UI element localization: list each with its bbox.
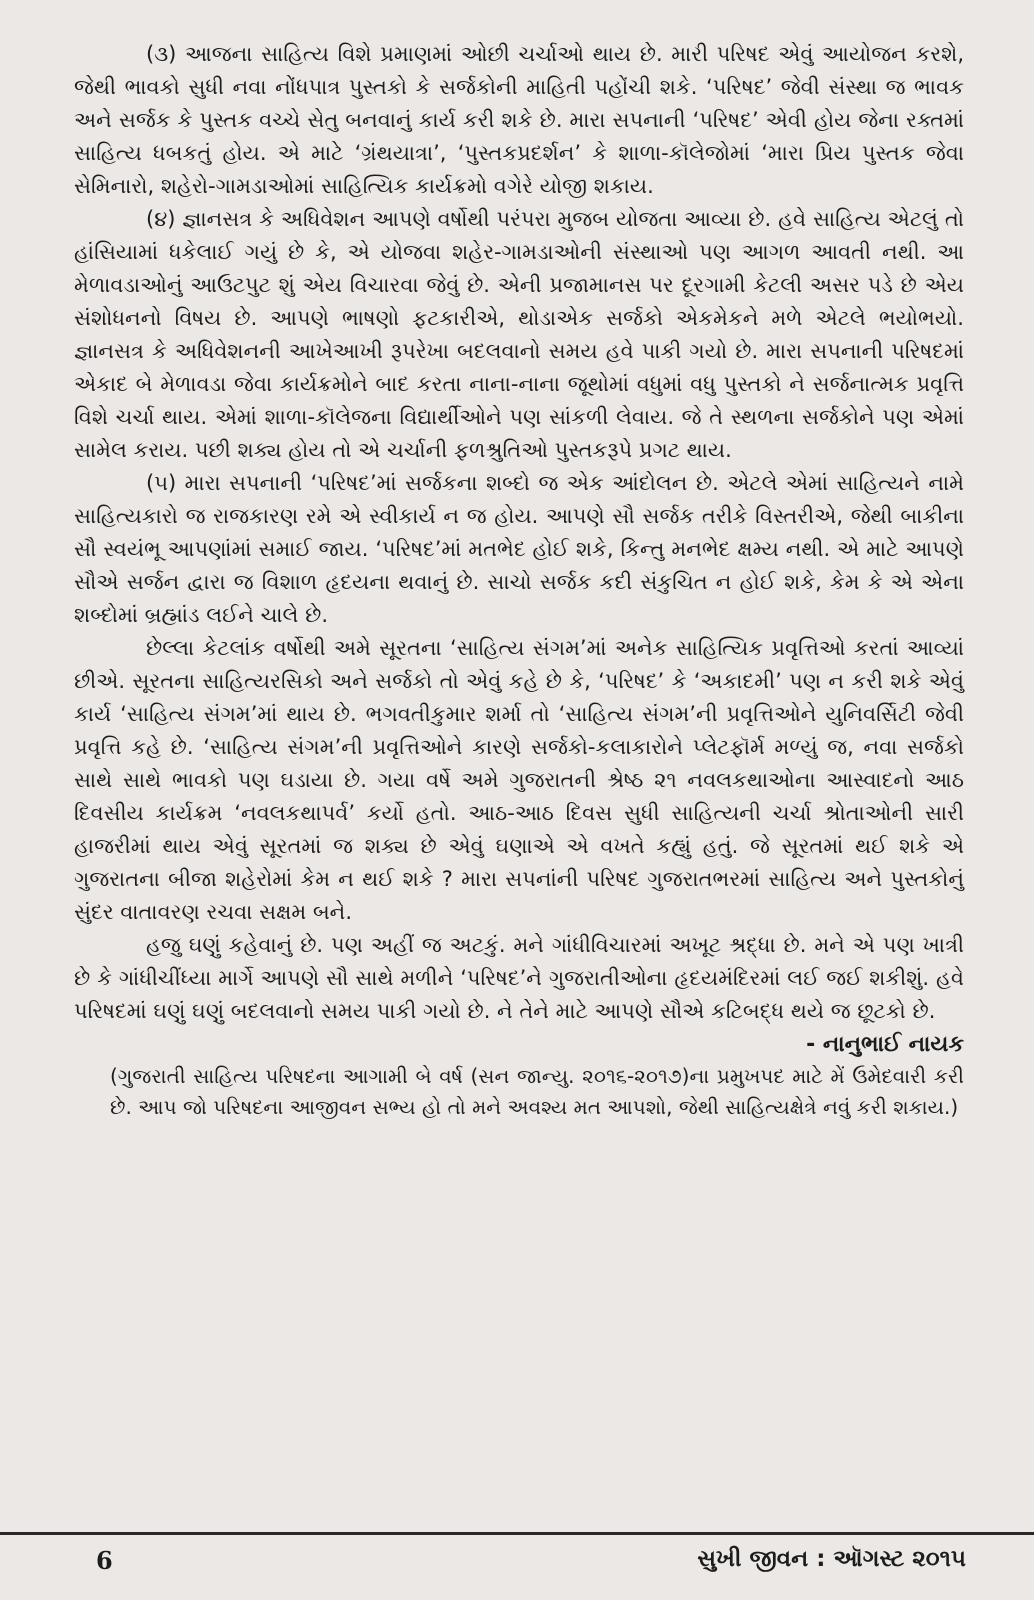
candidacy-note: (ગુજરાતી સાહિત્ય પરિષદના આગામી બે વર્ષ (સન જાન્યુ. ૨૦૧૬-૨૦૧૭)ના પ્રમુખપદ માટે મેં ઉમેદવારી કરી છે. આપ જો પરિષદના આજીવન સભ્ય હો તો મને અવશ્ય મત આપશો, જેથી સાહિત્યક્ષેત્રે નવું કરી શકાય.)	[110, 1064, 964, 1119]
paragraph-3: (૩) આજના સાહિત્ય વિશે પ્રમાણમાં ઓછી ચર્ચાઓ થાય છે. મારી પરિષદ એવું આયોજન કરશે, જેથી ભાવકો સુધી નવા નોંધપાત્ર પુસ્તકો કે સર્જકોની માહિતી પહોંચી શકે. ‘પરિષદ’ જેવી સંસ્થા જ ભાવક અને સર્જક કે પુસ્તક વચ્ચે સેતુ બનવાનું કાર્ય કરી શકે છે. મારા સપનાની ‘પરિષદ’ એવી હોય જેના રક્તમાં સાહિત્ય ધબકતું હોય. એ માટે ‘ગ્રંથયાત્રા’, ‘પુસ્તકપ્રદર્શન’ કે શાળા-કૉલેજોમાં ‘મારા પ્રિય પુસ્તક જેવા સેમિનારો, શહેરો-ગામડાઓમાં સાહિત્યિક કાર્યક્રમો વગેરે યોજી શકાય.	[74, 42, 964, 198]
article-body	[74, 38, 964, 1123]
paragraph-5: (૫) મારા સપનાની ‘પરિષદ’માં સર્જકના શબ્દો જ એક આંદોલન છે. એટલે એમાં સાહિત્યને નામે સાહિત્યકારો જ રાજકારણ રમે એ સ્વીકાર્ય ન જ હોય. આપણે સૌ સર્જક તરીકે વિસ્તરીએ, જેથી બાકીના સૌ સ્વયંભૂ આપણાંમાં સમાઈ જાય. ‘પરિષદ’માં મતભેદ હોઈ શકે, કિન્તુ મનભેદ ક્ષમ્ય નથી. એ માટે આપણે સૌએ સર્જન દ્વારા જ વિશાળ હૃદયના થવાનું છે. સાચો સર્જક કદી સંકુચિત ન હોઈ શકે, કેમ કે એ એના શબ્દોમાં બ્રહ્માંડ લઈને ચાલે છે.	[74, 471, 964, 627]
footer-divider	[0, 1532, 1034, 1535]
page-number: 6	[96, 1546, 113, 1575]
paragraph-sahitya-sangam: છેલ્લા કેટલાંક વર્ષોથી અમે સૂરતના ‘સાહિત્ય સંગમ’માં અનેક સાહિત્યિક પ્રવૃત્તિઓ કરતાં આવ્યાં છીએ. સૂરતના સાહિત્યરસિકો અને સર્જકો તો એવું કહે છે કે, ‘પરિષદ’ કે ‘અકાદમી’ પણ ન કરી શકે એવું કાર્ય ‘સાહિત્ય સંગમ’માં થાય છે. ભગવતીકુમાર શર્મા તો ‘સાહિત્ય સંગમ’ની પ્રવૃત્તિઓને યુનિવર્સિટી જેવી પ્રવૃત્તિ કહે છે. ‘સાહિત્ય સંગમ’ની પ્રવૃત્તિઓને કારણે સર્જકો-કલાકારોને પ્લેટફૉર્મ મળ્યું જ, નવા સર્જકો સાથે સાથે ભાવકો પણ ઘડાયા છે. ગયા વર્ષે અમે ગુજરાતની શ્રેષ્ઠ ૨૧ નવલકથાઓના આસ્વાદનો આઠ દિવસીય કાર્યક્રમ ‘નવલકથાપર્વ’ કર્યો હતો. આઠ-આઠ દિવસ સુધી સાહિત્યની ચર્ચા શ્રોતાઓની સારી હાજરીમાં થાય એવું સૂરતમાં જ શક્ય છે એવું ઘણાએ એ વખતે કહ્યું હતું. જે સૂરતમાં થઈ શકે એ ગુજરાતના બીજા શહેરોમાં કેમ ન થઈ શકે ? મારા સપનાંની પરિષદ ગુજરાતભરમાં સાહિત્ય અને પુસ્તકોનું સુંદર વાતાવરણ રચવા સક્ષમ બને.	[74, 636, 964, 924]
author-signature: - નાનુભાઈ નાયક	[806, 1032, 964, 1057]
paragraph-closing: હજુ ઘણું કહેવાનું છે. પણ અહીં જ અટકું. મને ગાંધીવિચારમાં અખૂટ શ્રદ્ધા છે. મને એ પણ ખાત્રી છે કે ગાંધીચીંધ્યા માર્ગે આપણે સૌ સાથે મળીને ‘પરિષદ’ને ગુજરાતીઓના હૃદયમંદિરમાં લઈ જઈ શકીશું. હવે પરિષદમાં ઘણું ઘણું બદલવાનો સમય પાકી ગયો છે. ને તેને માટે આપણે સૌએ કટિબદ્ધ થયે જ છૂટકો છે.	[74, 933, 964, 1023]
publication-title: સુખી જીવન : ઑગસ્ટ ૨૦૧૫	[697, 1546, 966, 1572]
paragraph-4: (૪) જ્ઞાનસત્ર કે અધિવેશન આપણે વર્ષોથી પરંપરા મુજબ યોજતા આવ્યા છે. હવે સાહિત્ય એટલું તો હાંસિયામાં ધકેલાઈ ગયું છે કે, એ યોજવા શહેર-ગામડાઓની સંસ્થાઓ પણ આગળ આવતી નથી. આ મેળાવડાઓનું આઉટપુટ શું એય વિચારવા જેવું છે. એની પ્રજામાનસ પર દૂરગામી કેટલી અસર પડે છે એય સંશોધનનો વિષય છે. આપણે ભાષણો ફટકારીએ, થોડાએક સર્જકો એકમેકને મળે એટલે ભયોભયો. જ્ઞાનસત્ર કે અધિવેશનની આખેઆખી રૂપરેખા બદલવાનો સમય હવે પાકી ગયો છે. મારા સપનાની પરિષદમાં એકાદ બે મેળાવડા જેવા કાર્યક્રમોને બાદ કરતા નાના-નાના જૂથોમાં વધુમાં વધુ પુસ્તકો ને સર્જનાત્મક પ્રવૃત્તિ વિશે ચર્ચા થાય. એમાં શાળા-કૉલેજના વિદ્યાર્થીઓને પણ સાંકળી લેવાય. જે તે સ્થળના સર્જકોને પણ એમાં સામેલ કરાય. પછી શક્ય હોય તો એ ચર્ચાની ફળશ્રુતિઓ પુસ્તકરૂપે પ્રગટ થાય.	[74, 207, 964, 462]
